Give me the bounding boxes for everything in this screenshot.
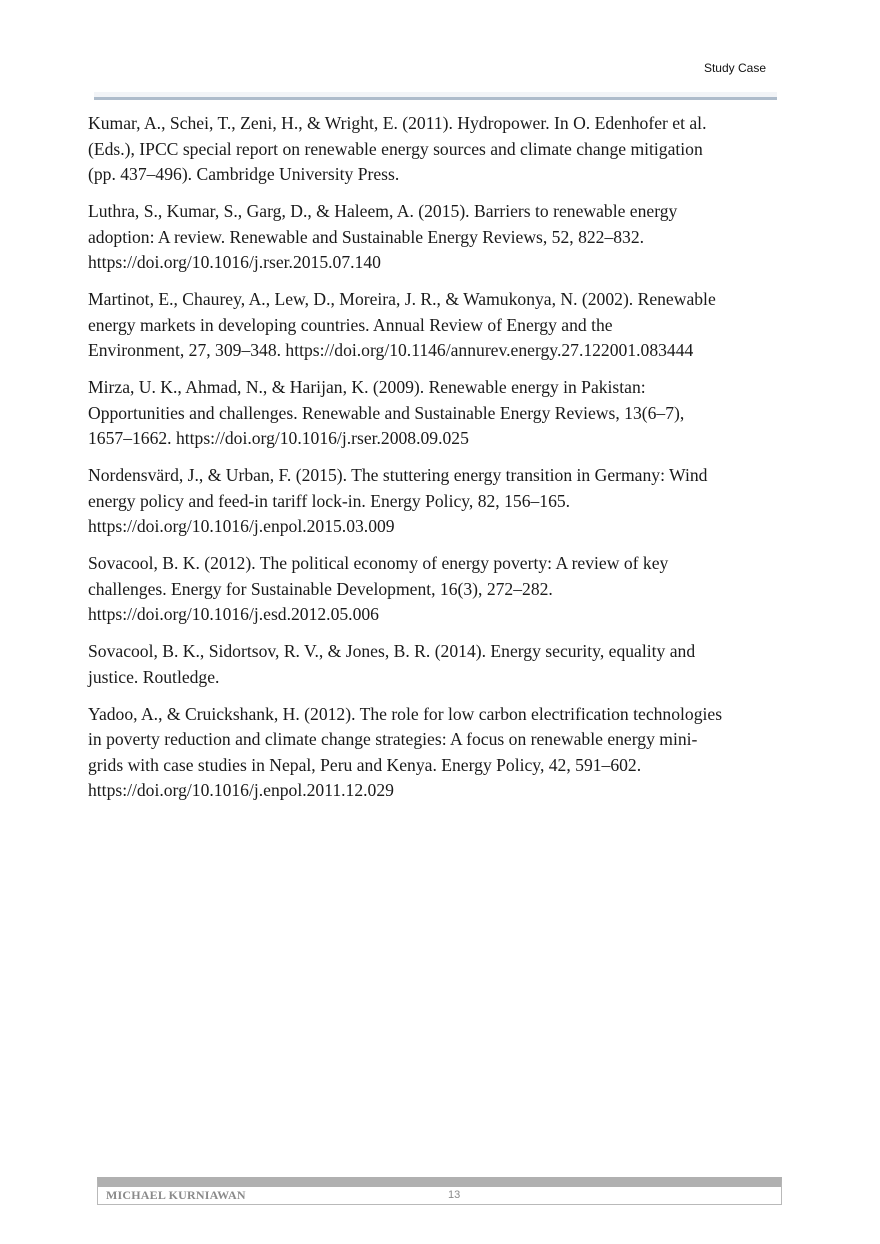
header-rule — [94, 92, 777, 100]
reference-entry-nordensvard — [88, 463, 800, 540]
reference-line: challenges. Energy for Sustainable Development, 16(3), 272–282. — [88, 578, 553, 599]
page-footer — [97, 1177, 782, 1205]
reference-line: https://doi.org/10.1016/j.esd.2012.05.006 — [88, 604, 379, 624]
reference-entry-sovacool-2014 — [88, 639, 800, 690]
reference-line: Opportunities and challenges. Renewable and Sustainable Energy Reviews, 13(6–7), — [88, 402, 685, 423]
reference-line: https://doi.org/10.1016/j.rser.2015.07.140 — [88, 252, 381, 272]
reference-line: Martinot, E., Chaurey, A., Lew, D., Moreira, J. R., & Wamukonya, N. (2002). Renewable — [88, 289, 716, 309]
reference-line: Environment, 27, 309–348. https://doi.org/10.1146/annurev.energy.27.122001.083444 — [88, 340, 694, 360]
reference-line: energy policy and feed-in tariff lock-in. Energy Policy, 82, 156–165. — [88, 490, 571, 511]
reference-line: (pp. 437–496). Cambridge University Press. — [88, 164, 400, 184]
reference-line: Luthra, S., Kumar, S., Garg, D., & Haleem, A. (2015). Barriers to renewable energy — [88, 201, 678, 221]
footer-page-number: 13 — [448, 1189, 461, 1201]
reference-line: in poverty reduction and climate change strategies: A focus on renewable energy mini- — [88, 729, 698, 749]
reference-line: 1657–1662. https://doi.org/10.1016/j.rser.2008.09.025 — [88, 428, 469, 448]
reference-entry-yadoo — [88, 702, 800, 804]
reference-line: adoption: A review. Renewable and Sustainable Energy Reviews, 52, 822–832. — [88, 226, 645, 247]
reference-line: Yadoo, A., & Cruickshank, H. (2012). The role for low carbon electrification technologies — [88, 703, 723, 724]
reference-entry-mirza — [88, 375, 800, 452]
reference-line: https://doi.org/10.1016/j.enpol.2015.03.009 — [88, 516, 395, 536]
reference-entry-kumar — [88, 111, 800, 188]
reference-line: (Eds.), IPCC special report on renewable energy sources and climate change mitigation — [88, 138, 703, 159]
footer-author: MICHAEL KURNIAWAN — [106, 1188, 246, 1202]
reference-line: grids with case studies in Nepal, Peru and Kenya. Energy Policy, 42, 591–602. — [88, 754, 642, 775]
reference-line: justice. Routledge. — [88, 666, 220, 687]
reference-line: https://doi.org/10.1016/j.enpol.2011.12.029 — [88, 780, 394, 800]
reference-line: Sovacool, B. K., Sidortsov, R. V., & Jones, B. R. (2014). Energy security, equality and — [88, 641, 696, 661]
reference-entry-sovacool-2012 — [88, 551, 800, 628]
reference-line: Sovacool, B. K. (2012). The political economy of energy poverty: A review of key — [88, 553, 669, 573]
reference-list — [88, 111, 800, 815]
reference-entry-luthra — [88, 199, 800, 276]
reference-line: Kumar, A., Schei, T., Zeni, H., & Wright, E. (2011). Hydropower. In O. Edenhofer et al. — [88, 113, 707, 133]
page-header-title: Study Case — [703, 61, 766, 75]
reference-line: Mirza, U. K., Ahmad, N., & Harijan, K. (2009). Renewable energy in Pakistan: — [88, 377, 646, 397]
reference-entry-martinot — [88, 287, 800, 364]
reference-line: energy markets in developing countries. Annual Review of Energy and the — [88, 314, 613, 335]
reference-line: Nordensvärd, J., & Urban, F. (2015). The stuttering energy transition in Germany: Wind — [88, 465, 708, 485]
